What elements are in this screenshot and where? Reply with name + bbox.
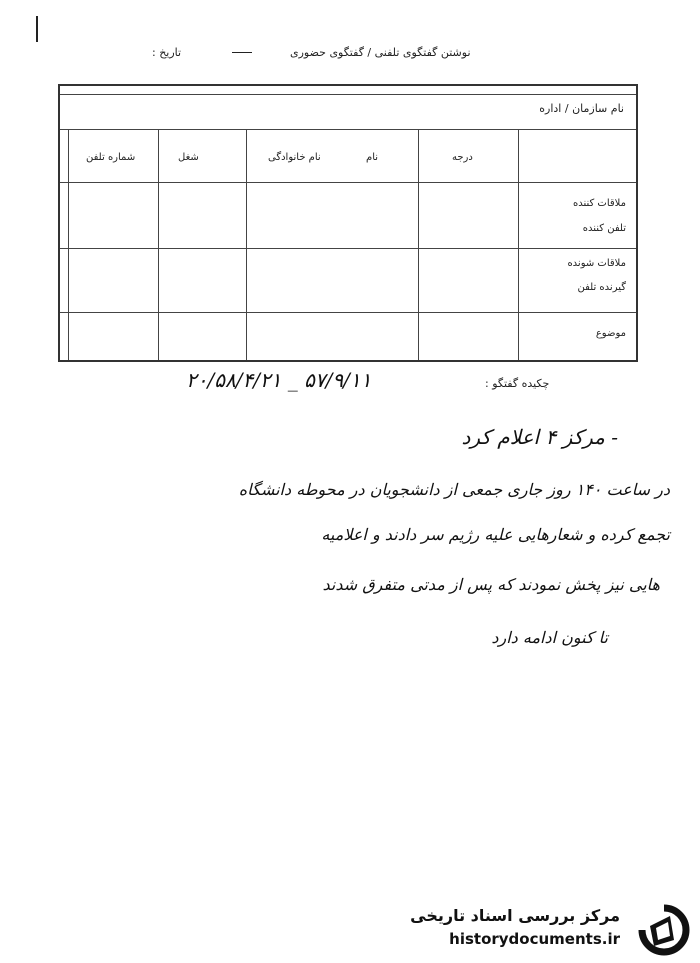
handwriting-line: در ساعت ۱۴۰ روز جاری جمعی از دانشجویان در محوطه دانشگاه	[238, 480, 670, 499]
row-receiver-line2: گیرنده تلفن	[577, 282, 626, 293]
table-line	[60, 312, 636, 313]
table-line	[60, 94, 636, 95]
watermark-name: مرکز بررسی اسناد تاریخی	[410, 906, 620, 925]
handwriting-line: تا کنون ادامه دارد	[491, 628, 608, 647]
form-table	[58, 84, 638, 362]
col-rank: درجه	[452, 152, 473, 163]
summary-label: چکیده گفتگو :	[485, 377, 550, 390]
table-line	[60, 182, 636, 183]
handwriting-line: تجمع کرده و شعارهایی علیه رژیم سر دادند و اعلامیه	[321, 525, 670, 544]
table-line	[60, 248, 636, 249]
watermark-url: historydocuments.ir	[449, 930, 620, 948]
row-receiver-line1: ملاقات شونده	[567, 258, 626, 269]
col-family: نام خانوادگی	[268, 152, 321, 163]
handwriting-line: هایی نیز پخش نمودند که پس از مدتی متفرق شدند	[322, 575, 660, 594]
row-caller-line1: ملاقات کننده	[572, 198, 626, 209]
org-label: نام سازمان / اداره	[539, 102, 624, 115]
archive-logo-icon	[636, 900, 692, 956]
col-job: شغل	[178, 152, 199, 163]
table-line	[60, 129, 636, 130]
page-mark	[36, 16, 38, 42]
header-dash	[232, 52, 252, 53]
summary-date: ۵۷/۹/۱۱ _ ۲۰/۵۸/۴/۲۱	[186, 368, 372, 392]
col-name: نام	[366, 152, 379, 163]
form-title: نوشتن گفتگوی تلفنی / گفتگوی حضوری	[290, 46, 471, 59]
row-subject: موضوع	[595, 328, 626, 339]
table-line	[518, 129, 519, 360]
table-line	[418, 129, 419, 360]
col-phone: شماره تلفن	[86, 152, 136, 163]
row-caller-line2: تلفن کننده	[582, 223, 626, 234]
table-line	[246, 129, 247, 360]
date-label: تاریخ :	[152, 46, 182, 59]
table-line	[158, 129, 159, 360]
table-line	[68, 129, 69, 360]
handwriting-line: - مرکز ۴ اعلام کرد	[461, 425, 618, 449]
